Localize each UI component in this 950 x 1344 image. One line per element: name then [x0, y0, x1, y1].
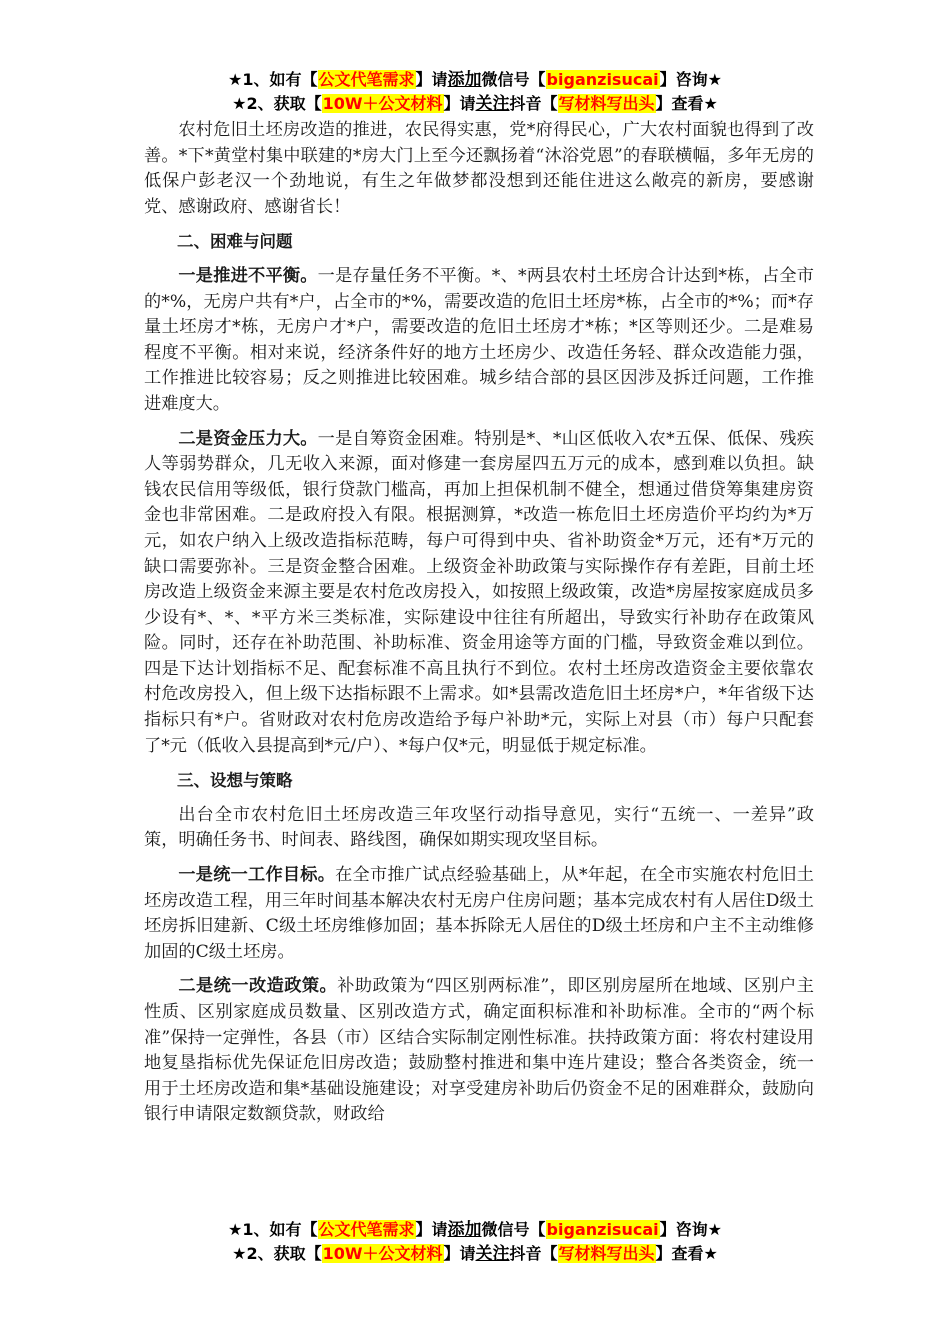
banner-text: 】查看★	[655, 1244, 718, 1263]
banner-underline: 添加	[447, 1220, 482, 1240]
document-body	[144, 118, 814, 1137]
paragraph: 农村危旧土坯房改造的推进，农民得实惠，党*府得民心，广大农村面貌也得到了改善。*下*黄堂村集中联建的*房大门上至今还飘扬着“沐浴党恩”的春联横幅，多年无房的低保户彭老汉一个劲地说，有生之年做梦都没想到还能住进这么敞亮的新房，要感谢党、感谢政府、感谢省长！	[144, 120, 814, 217]
highlight-douyin: 写材料写出头	[558, 1244, 655, 1263]
banner-text: 】咨询★	[659, 1220, 722, 1239]
banner-underline: 添加	[447, 70, 482, 90]
bottom-banner	[0, 1218, 950, 1266]
banner-text: 】咨询★	[659, 70, 722, 89]
paragraph: 二是统一改造政策。补助政策为“四区别两标准”，即区别房屋所在地域、区别户主性质、区别家庭成员数量、区别改造方式，确定面积标准和补助标准。全市的“两个标准”保持一定弹性，各县（市）区结合实际制定刚性标准。扶持政策方面：将农村建设用地复垦指标优先保证危旧房改造；鼓励整村推进和集中连片建设；整合各类资金，统一用于土坯房改造和集*基础设施建设；对享受建房补助后仍资金不足的困难群众，鼓励向银行申请限定数额贷款，财政给	[144, 976, 814, 1125]
banner-underline: 关注	[475, 1244, 510, 1264]
paragraph: 一是统一工作目标。在全市推广试点经验基础上，从*年起，在全市实施农村危旧土坯房改造工程，用三年时间基本解决农村无房户住房问题；基本完成农村有人居住D级土坯房拆旧建新、C级土坯房维修加固；基本拆除无人居住的D级土坯房和户主不主动维修加固的C级土坯房。	[144, 865, 814, 962]
banner-line-1	[0, 68, 950, 92]
banner-text: ★1、如有【	[228, 70, 318, 89]
paragraph-lead: 一是统一工作目标。	[178, 865, 336, 886]
banner-text: 】请	[443, 1244, 476, 1263]
paragraph: 出台全市农村危旧土坯房改造三年攻坚行动指导意见，实行“五统一、一差异”政策，明确任务书、时间表、路线图，确保如期实现攻坚目标。	[144, 804, 814, 851]
paragraph: 一是推进不平衡。一是存量任务不平衡。*、*两县农村土坯房合计达到*栋，占全市的*%，无房户共有*户，占全市的*%，需要改造的危旧土坯房*栋，占全市的*%；而*存量土坯房才*栋，无房户才*户，需要改造的危旧土坯房才*栋；*区等则还少。二是难易程度不平衡。相对来说，经济条件好的地方土坯房少、改造任务轻、群众改造能力强，工作推进比较容易；反之则推进比较困难。城乡结合部的县区因涉及拆迁问题，工作推进难度大。	[144, 265, 814, 414]
banner-text: 】请	[415, 1220, 448, 1239]
banner-text: 】请	[443, 94, 476, 113]
banner-text: 微信号【	[481, 1220, 546, 1239]
banner-text: 抖音【	[509, 1244, 558, 1263]
highlight-wechat-id: biganzisucai	[546, 1220, 659, 1239]
section-heading: 三、设想与策略	[177, 771, 293, 791]
banner-text: 抖音【	[509, 94, 558, 113]
highlight-douyin: 写材料写出头	[558, 94, 655, 113]
top-banner	[0, 68, 950, 116]
highlight-service: 公文代笔需求	[318, 1220, 415, 1239]
highlight-wechat-id: biganzisucai	[546, 70, 659, 89]
banner-text: ★1、如有【	[228, 1220, 318, 1239]
paragraph-lead: 二是资金压力大。	[178, 428, 318, 449]
banner-line-1	[0, 1218, 950, 1242]
highlight-materials: 10W＋公文材料	[322, 1244, 443, 1263]
banner-underline: 关注	[475, 94, 510, 114]
banner-text: ★2、获取【	[232, 94, 322, 113]
banner-text: 微信号【	[481, 70, 546, 89]
banner-line-2	[0, 1242, 950, 1266]
section-heading: 二、困难与问题	[177, 232, 293, 252]
highlight-materials: 10W＋公文材料	[322, 94, 443, 113]
banner-text: 】查看★	[655, 94, 718, 113]
banner-text: 】请	[415, 70, 448, 89]
paragraph-lead: 二是统一改造政策。	[178, 976, 338, 997]
banner-line-2	[0, 92, 950, 116]
paragraph-lead: 一是推进不平衡。	[178, 265, 318, 286]
paragraph: 二是资金压力大。一是自筹资金困难。特别是*、*山区低收入农*五保、低保、残疾人等弱势群众，几无收入来源，面对修建一套房屋四五万元的成本，感到难以负担。缺钱农民信用等级低，银行贷款门槛高，再加上担保机制不健全，想通过借贷筹集建房资金也非常困难。二是政府投入有限。根据测算，*改造一栋危旧土坯房造价平均约为*万元，如农户纳入上级改造指标范畴，每户可得到中央、省补助资金*万元，还有*万元的缺口需要弥补。三是资金整合困难。上级资金补助政策与实际操作存有差距，目前土坯房改造上级资金来源主要是农村危改房投入，如按照上级政策，改造*房屋按家庭成员多少设有*、*、*平方米三类标准，实际建设中往往有所超出，导致实行补助存在政策风险。同时，还存在补助范围、补助标准、资金用途等方面的门槛，导致资金难以到位。四是下达计划指标不足、配套标准不高且执行不到位。农村土坯房改造资金主要依靠农村危改房投入，但上级下达指标跟不上需求。如*县需改造危旧土坯房*户，*年省级下达指标只有*户。省财政对农村危房改造给予每户补助*元，实际上对县（市）每户只配套了*元（低收入县提高到*元/户）、*每户仅*元，明显低于规定标准。	[144, 428, 814, 756]
banner-text: ★2、获取【	[232, 1244, 322, 1263]
highlight-service: 公文代笔需求	[318, 70, 415, 89]
